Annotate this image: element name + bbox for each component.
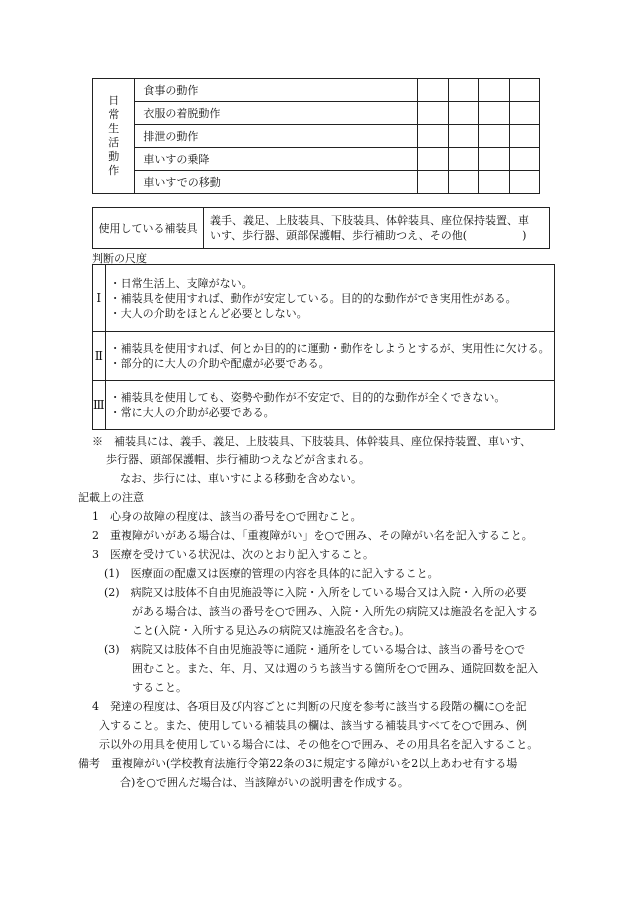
remarks-line: 備考 重複障がい(学校教育法施行令第22条の3に規定する障がいを2以上あわせ有する場	[78, 757, 518, 770]
instruction-line: がある場合は、該当の番号を○で囲み、入院・入所先の病院又は施設名を記入する	[132, 605, 539, 618]
level-label: Ⅰ	[93, 265, 106, 332]
equipment-table	[92, 207, 550, 249]
description-line: ・日常生活上、支障がない。	[109, 276, 253, 290]
level-label: Ⅱ	[93, 332, 106, 381]
instruction-line: こと(入院・入所する見込みの病院又は施設名を含む。)。	[132, 624, 411, 637]
instruction-line: 示以外の用具を使用している場合には、その他を○で囲み、その用具名を記入すること。	[99, 738, 539, 751]
adl-header: 日 常 生 活 動 作	[93, 79, 135, 194]
adl-item: 車いすでの移動	[135, 171, 418, 194]
criteria-table	[92, 264, 555, 430]
check-cell[interactable]	[448, 171, 478, 194]
level-label: Ⅲ	[93, 381, 106, 430]
instruction-line: 3 医療を受けている状況は、次のとおり記入すること。	[92, 548, 374, 561]
check-cell[interactable]	[418, 171, 448, 194]
check-cell[interactable]	[509, 125, 539, 148]
description-line: ・部分的に大人の介助や配慮が必要である。	[109, 357, 330, 370]
instructions-title: 記載上の注意	[78, 491, 144, 504]
instruction-line: 1 心身の故障の程度は、該当の番号を○で囲むこと。	[92, 510, 362, 523]
check-cell[interactable]	[448, 79, 478, 102]
check-cell[interactable]	[418, 125, 448, 148]
check-cell[interactable]	[479, 125, 509, 148]
equipment-options[interactable]	[204, 208, 550, 249]
note-line: なお、歩行には、車いすによる移動を含めない。	[120, 472, 362, 485]
instruction-line: 2 重複障がいがある場合は、「重複障がい」を○で囲み、その障がい名を記入すること。	[92, 529, 533, 542]
instruction-line: 入すること。また、使用している補装具の欄は、該当する補装具すべてを○で囲み、例	[99, 719, 528, 732]
description-line: ・大人の介助をほとんど必要としない。	[109, 306, 308, 320]
check-cell[interactable]	[448, 102, 478, 125]
check-cell[interactable]	[418, 102, 448, 125]
check-cell[interactable]	[509, 79, 539, 102]
check-cell[interactable]	[479, 79, 509, 102]
check-cell[interactable]	[479, 171, 509, 194]
note-line: ※ 補装具には、義手、義足、上肢装具、下肢装具、体幹装具、座位保持装置、車いす、	[92, 435, 532, 448]
remarks-line: 合)を○で囲んだ場合は、当該障がいの説明書を作成する。	[120, 776, 409, 789]
check-cell[interactable]	[448, 125, 478, 148]
instruction-line: すること。	[132, 681, 187, 694]
level-description	[105, 332, 554, 381]
instruction-line: 囲むこと。また、年、月、又は週のうち該当する箇所を○で囲み、通院回数を記入	[132, 662, 539, 675]
criteria-title: 判断の尺度	[92, 252, 147, 265]
equipment-options-line: 義手、義足、上肢装具、下肢装具、体幹装具、座位保持装置、車	[210, 214, 529, 227]
description-line: ・補装具を使用しても、姿勢や動作が不安定で、目的的な動作が全くできない。	[109, 391, 506, 404]
equipment-options-line: いす、歩行器、頭部保護帽、歩行補助つえ、その他( )	[210, 229, 527, 242]
equipment-label: 使用している補装具	[93, 208, 204, 249]
check-cell[interactable]	[448, 148, 478, 171]
check-cell[interactable]	[509, 148, 539, 171]
check-cell[interactable]	[418, 79, 448, 102]
adl-item: 衣服の着脱動作	[135, 102, 418, 125]
level-description	[105, 265, 554, 332]
check-cell[interactable]	[479, 102, 509, 125]
description-line: ・補装具を使用すれば、動作が安定している。目的的な動作ができ実用性がある。	[109, 291, 517, 305]
level-description	[105, 381, 554, 430]
check-cell[interactable]	[479, 148, 509, 171]
adl-item: 排泄の動作	[135, 125, 418, 148]
check-cell[interactable]	[509, 102, 539, 125]
description-line: ・補装具を使用すれば、何とか目的的に運動・動作をしようとするが、実用性に欠ける。	[109, 342, 550, 355]
adl-table	[92, 78, 540, 194]
instruction-line: (3) 病院又は肢体不自由児施設等に通院・通所をしている場合は、該当の番号を○で	[104, 643, 526, 656]
note-line: 歩行器、頭部保護帽、歩行補助つえなどが含まれる。	[106, 453, 370, 466]
check-cell[interactable]	[418, 148, 448, 171]
adl-item: 車いすの乗降	[135, 148, 418, 171]
instruction-line: (2) 病院又は肢体不自由児施設等に入院・入所をしている場合又は入院・入所の必要	[104, 586, 527, 599]
description-line: ・常に大人の介助が必要である。	[109, 406, 275, 419]
check-cell[interactable]	[509, 171, 539, 194]
adl-item: 食事の動作	[135, 79, 418, 102]
instruction-line: (1) 医療面の配慮又は医療的管理の内容を具体的に記入すること。	[104, 567, 439, 580]
instruction-line: 4 発達の程度は、各項目及び内容ごとに判断の尺度を参考に該当する段階の欄に○を記	[92, 700, 527, 713]
